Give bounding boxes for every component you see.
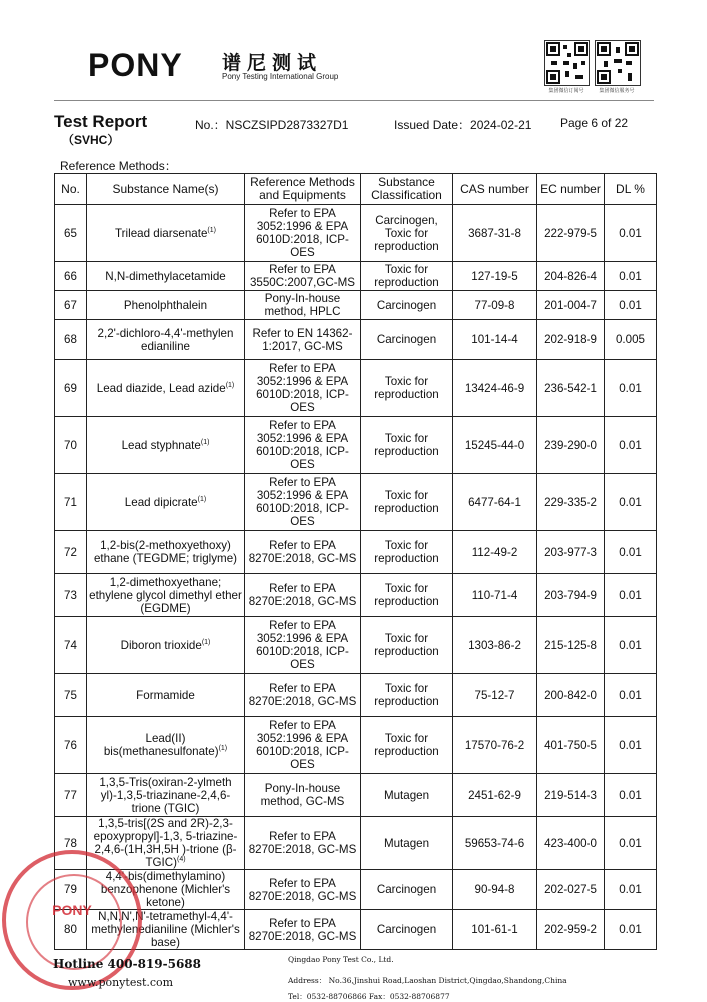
cell-classification-text: Toxic for reproduction bbox=[374, 539, 439, 565]
cell-substance-text: N,N-dimethylacetamide bbox=[105, 269, 226, 283]
cell-substance-text: Formamide bbox=[136, 688, 195, 702]
cell-substance-text: 2,2'-dichloro-4,4'-methylen edianiline bbox=[97, 326, 234, 353]
cell-method-text: Refer to EPA 3052:1996 & EPA 6010D:2018, ICP-OES bbox=[256, 207, 349, 259]
cell-no-text: 80 bbox=[64, 923, 77, 936]
cell-dl-text: 0.01 bbox=[619, 923, 642, 936]
cell-substance-text: 4,4'-bis(dimethylamino) benzophenone (Michler's ketone) bbox=[100, 870, 231, 909]
cell-cas-text: 1303-86-2 bbox=[468, 638, 521, 652]
qr-code-graphic-2 bbox=[596, 41, 640, 85]
cell-dl bbox=[605, 205, 657, 262]
seal-inner-ring bbox=[26, 874, 122, 970]
cell-dl bbox=[605, 817, 657, 870]
footnote-marker: (4) bbox=[177, 856, 186, 864]
cell-dl-text: 0.01 bbox=[619, 438, 642, 452]
cell-cas bbox=[453, 910, 537, 950]
cell-cas-text: 15245-44-0 bbox=[464, 438, 525, 452]
cell-substance bbox=[87, 717, 245, 774]
cell-substance-text: Diboron trioxide bbox=[120, 638, 202, 652]
cell-method-text: Refer to EN 14362-1:2017, GC-MS bbox=[252, 326, 353, 353]
cell-method bbox=[245, 205, 361, 262]
cell-ec bbox=[537, 205, 605, 262]
cell-no bbox=[55, 617, 87, 674]
cell-cas-text: 2451-62-9 bbox=[468, 788, 521, 802]
cell-classification bbox=[361, 774, 453, 817]
cell-cas-text: 77-09-8 bbox=[474, 298, 515, 312]
cell-no bbox=[55, 320, 87, 360]
cell-dl-text: 0.01 bbox=[619, 495, 642, 509]
cell-cas bbox=[453, 717, 537, 774]
cell-method bbox=[245, 417, 361, 474]
cell-dl-text: 0.01 bbox=[619, 788, 642, 802]
cell-cas bbox=[453, 417, 537, 474]
table-row bbox=[55, 262, 657, 291]
cell-no bbox=[55, 291, 87, 320]
table-row bbox=[55, 291, 657, 320]
cell-method-text: Pony-In-house method, GC-MS bbox=[260, 782, 345, 808]
cell-substance-text: 1,2-dimethoxyethane; ethylene glycol dimethyl ether (EGDME) bbox=[89, 575, 242, 615]
col-header-method: Reference Methods and Equipments bbox=[245, 174, 361, 205]
cell-no bbox=[55, 674, 87, 717]
col-header-no: No. bbox=[55, 174, 87, 205]
cell-method bbox=[245, 262, 361, 291]
cell-ec bbox=[537, 674, 605, 717]
cell-substance bbox=[87, 474, 245, 531]
cell-cas bbox=[453, 531, 537, 574]
cell-dl bbox=[605, 417, 657, 474]
cell-ec-text: 202-027-5 bbox=[544, 883, 597, 896]
cell-no-text: 75 bbox=[64, 688, 77, 702]
report-number: No.：NSCZSIPD2873327D1 bbox=[195, 118, 349, 132]
cell-cas-text: 127-19-5 bbox=[471, 269, 518, 283]
cell-cas bbox=[453, 870, 537, 910]
cell-dl-text: 0.005 bbox=[615, 333, 645, 346]
cell-method-text: Refer to EPA 3052:1996 & EPA 6010D:2018, ICP-OES bbox=[256, 719, 349, 771]
cell-method-text: Refer to EPA 3052:1996 & EPA 6010D:2018, ICP-OES bbox=[256, 419, 349, 471]
cell-method-text: Refer to EPA 3550C:2007,GC-MS bbox=[249, 263, 356, 289]
footnote-marker: (1) bbox=[225, 381, 235, 389]
company-name: Qingdao Pony Test Co., Ltd. bbox=[288, 955, 394, 964]
cell-no bbox=[55, 417, 87, 474]
company-address: Address： No.36,Jinshui Road,Laoshan District,Qingdao,Shandong,China bbox=[288, 976, 567, 985]
cell-cas-text: 59653-74-6 bbox=[464, 836, 525, 850]
cell-classification bbox=[361, 360, 453, 417]
cell-classification-text: Carcinogen, Toxic for reproduction bbox=[374, 213, 439, 253]
cell-dl bbox=[605, 360, 657, 417]
cell-method bbox=[245, 531, 361, 574]
cell-substance bbox=[87, 574, 245, 617]
cell-classification bbox=[361, 474, 453, 531]
cell-cas-text: 90-94-8 bbox=[474, 883, 515, 896]
cell-ec bbox=[537, 291, 605, 320]
cell-ec-text: 200-842-0 bbox=[544, 688, 597, 702]
cell-ec-text: 401-750-5 bbox=[544, 738, 597, 752]
cell-dl bbox=[605, 870, 657, 910]
cell-dl bbox=[605, 291, 657, 320]
cell-substance bbox=[87, 291, 245, 320]
cell-ec bbox=[537, 817, 605, 870]
cell-classification-text: Carcinogen bbox=[376, 298, 437, 312]
cell-dl bbox=[605, 717, 657, 774]
table-row bbox=[55, 417, 657, 474]
cell-dl-text: 0.01 bbox=[619, 836, 642, 850]
cell-cas-text: 3687-31-8 bbox=[468, 226, 521, 240]
cell-no-text: 68 bbox=[64, 333, 77, 346]
company-logo-chinese: 谱尼测试 bbox=[222, 52, 323, 74]
table-row bbox=[55, 717, 657, 774]
cell-cas-text: 75-12-7 bbox=[474, 688, 515, 702]
footnote-marker: (1) bbox=[207, 226, 216, 234]
table-row bbox=[55, 910, 657, 950]
cell-method bbox=[245, 910, 361, 950]
footnote-marker: (1) bbox=[218, 745, 228, 753]
cell-cas bbox=[453, 617, 537, 674]
table-row bbox=[55, 360, 657, 417]
cell-substance bbox=[87, 531, 245, 574]
cell-substance-text: 1,3,5-tris[(2S and 2R)-2,3-epoxypropyl]-1,3, 5-triazine-2,4,6-(1H,3H,5H )-trione (β-TGIC) bbox=[93, 817, 238, 869]
table-row bbox=[55, 474, 657, 531]
cell-dl bbox=[605, 774, 657, 817]
cell-ec-text: 219-514-3 bbox=[544, 788, 597, 802]
cell-ec-text: 215-125-8 bbox=[544, 638, 597, 652]
cell-cas-text: 101-14-4 bbox=[471, 333, 518, 346]
cell-method bbox=[245, 574, 361, 617]
cell-substance bbox=[87, 617, 245, 674]
cell-method-text: Refer to EPA 3052:1996 & EPA 6010D:2018, ICP-OES bbox=[256, 476, 349, 528]
footnote-marker: (1) bbox=[201, 638, 211, 646]
cell-ec-text: 202-959-2 bbox=[544, 923, 597, 936]
cell-dl-text: 0.01 bbox=[619, 298, 642, 312]
cell-no-text: 66 bbox=[64, 269, 77, 283]
header-divider bbox=[54, 100, 654, 101]
cell-substance bbox=[87, 320, 245, 360]
cell-no bbox=[55, 474, 87, 531]
cell-method-text: Refer to EPA 8270E:2018, GC-MS bbox=[248, 682, 357, 708]
cell-ec-text: 201-004-7 bbox=[544, 298, 597, 312]
cell-method bbox=[245, 617, 361, 674]
table-row bbox=[55, 531, 657, 574]
cell-ec bbox=[537, 870, 605, 910]
cell-dl bbox=[605, 674, 657, 717]
cell-ec-text: 222-979-5 bbox=[544, 226, 597, 240]
cell-no bbox=[55, 205, 87, 262]
col-header-ec: EC number bbox=[537, 174, 605, 205]
cell-cas-text: 112-49-2 bbox=[471, 545, 518, 559]
cell-no-text: 77 bbox=[64, 788, 77, 802]
website-link[interactable]: www.ponytest.com bbox=[68, 976, 174, 989]
footnote-marker: (1) bbox=[197, 495, 207, 503]
cell-substance-text: Lead(II) bis(methanesulfonate) bbox=[103, 732, 219, 758]
cell-no-text: 73 bbox=[64, 588, 77, 602]
qr-caption-right: 集团微信服务号 bbox=[599, 88, 635, 94]
qr-code-icon bbox=[544, 40, 590, 86]
cell-classification-text: Mutagen bbox=[383, 836, 430, 850]
col-header-classification: Substance Classification bbox=[361, 174, 453, 205]
cell-classification bbox=[361, 205, 453, 262]
cell-substance bbox=[87, 360, 245, 417]
cell-classification-text: Carcinogen bbox=[376, 923, 437, 936]
cell-method-text: Refer to EPA 3052:1996 & EPA 6010D:2018, ICP-OES bbox=[256, 362, 349, 414]
report-title: Test Report bbox=[54, 112, 148, 131]
cell-substance-text: 1,2-bis(2-methoxyethoxy) ethane (TEGDME; triglyme) bbox=[93, 539, 238, 565]
cell-ec bbox=[537, 717, 605, 774]
cell-dl bbox=[605, 531, 657, 574]
qr-code-graphic bbox=[545, 41, 589, 85]
cell-method bbox=[245, 817, 361, 870]
cell-substance bbox=[87, 417, 245, 474]
cell-cas-text: 13424-46-9 bbox=[464, 381, 525, 395]
cell-classification bbox=[361, 817, 453, 870]
cell-classification-text: Carcinogen bbox=[376, 883, 437, 896]
cell-no-text: 69 bbox=[64, 381, 77, 395]
table-row bbox=[55, 205, 657, 262]
table-row bbox=[55, 674, 657, 717]
table-row bbox=[55, 617, 657, 674]
cell-method bbox=[245, 320, 361, 360]
cell-dl-text: 0.01 bbox=[619, 688, 642, 702]
cell-dl bbox=[605, 320, 657, 360]
cell-method-text: Refer to EPA 8270E:2018, GC-MS bbox=[248, 876, 357, 903]
cell-method bbox=[245, 774, 361, 817]
cell-classification bbox=[361, 291, 453, 320]
col-header-cas: CAS number bbox=[453, 174, 537, 205]
company-logo-subtitle: Pony Testing International Group bbox=[222, 72, 339, 81]
cell-dl bbox=[605, 617, 657, 674]
cell-no bbox=[55, 262, 87, 291]
cell-classification-text: Toxic for reproduction bbox=[374, 375, 439, 401]
cell-no bbox=[55, 717, 87, 774]
cell-dl bbox=[605, 262, 657, 291]
cell-classification bbox=[361, 262, 453, 291]
cell-substance-text: Lead dipicrate bbox=[124, 495, 198, 509]
cell-classification bbox=[361, 674, 453, 717]
cell-ec-text: 229-335-2 bbox=[544, 495, 597, 509]
cell-cas bbox=[453, 320, 537, 360]
cell-method-text: Refer to EPA 3052:1996 & EPA 6010D:2018, ICP-OES bbox=[256, 619, 349, 671]
table-row bbox=[55, 870, 657, 910]
cell-cas-text: 110-71-4 bbox=[471, 588, 518, 602]
cell-no-text: 65 bbox=[64, 226, 77, 240]
cell-cas bbox=[453, 574, 537, 617]
table-row bbox=[55, 817, 657, 870]
table-header-row bbox=[55, 174, 657, 205]
cell-dl-text: 0.01 bbox=[619, 588, 642, 602]
cell-ec-text: 236-542-1 bbox=[544, 381, 597, 395]
cell-dl bbox=[605, 474, 657, 531]
cell-classification bbox=[361, 574, 453, 617]
cell-no-text: 71 bbox=[64, 495, 77, 509]
cell-ec-text: 423-400-0 bbox=[544, 836, 597, 850]
cell-classification bbox=[361, 617, 453, 674]
cell-cas bbox=[453, 817, 537, 870]
cell-ec bbox=[537, 417, 605, 474]
col-header-dl: DL % bbox=[605, 174, 657, 205]
cell-ec bbox=[537, 910, 605, 950]
cell-classification bbox=[361, 717, 453, 774]
cell-ec bbox=[537, 320, 605, 360]
cell-classification-text: Toxic for reproduction bbox=[374, 682, 439, 708]
cell-classification bbox=[361, 417, 453, 474]
footnote-marker: (1) bbox=[200, 438, 210, 446]
cell-method bbox=[245, 291, 361, 320]
cell-ec bbox=[537, 360, 605, 417]
cell-classification-text: Toxic for reproduction bbox=[374, 263, 439, 289]
table-row bbox=[55, 774, 657, 817]
cell-no-text: 72 bbox=[64, 545, 77, 559]
cell-no-text: 70 bbox=[64, 438, 77, 452]
cell-method bbox=[245, 474, 361, 531]
hotline: Hotline 400-819-5688 bbox=[53, 957, 201, 971]
qr-caption-left: 集团微信订阅号 bbox=[548, 88, 584, 94]
cell-cas bbox=[453, 674, 537, 717]
cell-dl-text: 0.01 bbox=[619, 883, 642, 896]
cell-ec bbox=[537, 774, 605, 817]
cell-cas-text: 6477-64-1 bbox=[468, 495, 521, 509]
cell-cas-text: 17570-76-2 bbox=[464, 738, 525, 752]
cell-classification-text: Carcinogen bbox=[376, 333, 437, 346]
cell-classification bbox=[361, 870, 453, 910]
cell-cas bbox=[453, 360, 537, 417]
seal-text: PONY bbox=[52, 902, 92, 918]
issued-date: Issued Date：2024-02-21 bbox=[394, 118, 532, 132]
cell-method bbox=[245, 717, 361, 774]
cell-substance bbox=[87, 205, 245, 262]
cell-dl-text: 0.01 bbox=[619, 638, 642, 652]
cell-method bbox=[245, 674, 361, 717]
cell-ec-text: 203-977-3 bbox=[544, 545, 597, 559]
reference-methods-label: Reference Methods： bbox=[60, 159, 177, 173]
cell-classification-text: Toxic for reproduction bbox=[374, 632, 439, 658]
cell-no bbox=[55, 574, 87, 617]
cell-ec-text: 202-918-9 bbox=[544, 333, 597, 346]
cell-no-text: 76 bbox=[64, 738, 77, 752]
table-row bbox=[55, 320, 657, 360]
cell-substance bbox=[87, 774, 245, 817]
cell-ec-text: 204-826-4 bbox=[544, 269, 597, 283]
company-phone-fax: Tel：0532-88706866 Fax：0532-88706877 bbox=[288, 992, 450, 1001]
cell-ec bbox=[537, 262, 605, 291]
cell-substance-text: Lead diazide, Lead azide bbox=[96, 381, 226, 395]
cell-no bbox=[55, 360, 87, 417]
qr-code-icon-2 bbox=[595, 40, 641, 86]
cell-classification-text: Toxic for reproduction bbox=[374, 489, 439, 515]
cell-dl-text: 0.01 bbox=[619, 738, 642, 752]
cell-no bbox=[55, 531, 87, 574]
cell-method bbox=[245, 360, 361, 417]
cell-dl-text: 0.01 bbox=[619, 226, 642, 240]
cell-no-text: 67 bbox=[64, 298, 77, 312]
cell-classification bbox=[361, 531, 453, 574]
cell-method-text: Pony-In-house method, HPLC bbox=[264, 292, 341, 318]
svhc-results-table bbox=[54, 173, 657, 950]
cell-method-text: Refer to EPA 8270E:2018, GC-MS bbox=[248, 582, 357, 608]
cell-cas bbox=[453, 262, 537, 291]
cell-dl-text: 0.01 bbox=[619, 269, 642, 283]
cell-classification bbox=[361, 320, 453, 360]
cell-substance bbox=[87, 262, 245, 291]
cell-dl-text: 0.01 bbox=[619, 545, 642, 559]
cell-classification-text: Toxic for reproduction bbox=[374, 582, 439, 608]
cell-method bbox=[245, 870, 361, 910]
cell-no-text: 79 bbox=[64, 883, 77, 896]
cell-no-text: 78 bbox=[64, 836, 77, 850]
cell-substance bbox=[87, 674, 245, 717]
cell-ec-text: 203-794-9 bbox=[544, 588, 597, 602]
cell-method-text: Refer to EPA 8270E:2018, GC-MS bbox=[248, 830, 357, 856]
cell-cas bbox=[453, 474, 537, 531]
cell-substance-text: Lead styphnate bbox=[121, 438, 201, 452]
cell-classification bbox=[361, 910, 453, 950]
cell-ec-text: 239-290-0 bbox=[544, 438, 597, 452]
cell-ec bbox=[537, 574, 605, 617]
company-logo-wordmark: PONY bbox=[88, 47, 183, 83]
cell-cas bbox=[453, 291, 537, 320]
cell-substance-text: Trilead diarsenate bbox=[115, 226, 208, 240]
page-number: Page 6 of 22 bbox=[560, 116, 629, 130]
col-header-substance: Substance Name(s) bbox=[87, 174, 245, 205]
cell-ec bbox=[537, 474, 605, 531]
cell-classification-text: Toxic for reproduction bbox=[374, 732, 439, 758]
cell-method-text: Refer to EPA 8270E:2018, GC-MS bbox=[248, 539, 357, 565]
cell-no bbox=[55, 774, 87, 817]
cell-substance-text: 1,3,5-Tris(oxiran-2-ylmeth yl)-1,3,5-triazinane-2,4,6-trione (TGIC) bbox=[99, 775, 232, 815]
table-row bbox=[55, 574, 657, 617]
cell-dl-text: 0.01 bbox=[619, 381, 642, 395]
cell-cas bbox=[453, 205, 537, 262]
cell-dl bbox=[605, 910, 657, 950]
cell-ec bbox=[537, 617, 605, 674]
cell-substance-text: Phenolphthalein bbox=[123, 298, 208, 312]
cell-ec bbox=[537, 531, 605, 574]
cell-classification-text: Mutagen bbox=[383, 788, 430, 802]
cell-dl bbox=[605, 574, 657, 617]
cell-substance-text: N,N,N',N'-tetramethyl-4,4'-methylenedianiline (Michler's base) bbox=[91, 910, 240, 949]
report-subtitle: （SVHC） bbox=[62, 133, 120, 147]
cell-method-text: Refer to EPA 8270E:2018, GC-MS bbox=[248, 916, 357, 943]
cell-cas bbox=[453, 774, 537, 817]
cell-no-text: 74 bbox=[64, 638, 77, 652]
cell-classification-text: Toxic for reproduction bbox=[374, 432, 439, 458]
cell-cas-text: 101-61-1 bbox=[471, 923, 518, 936]
